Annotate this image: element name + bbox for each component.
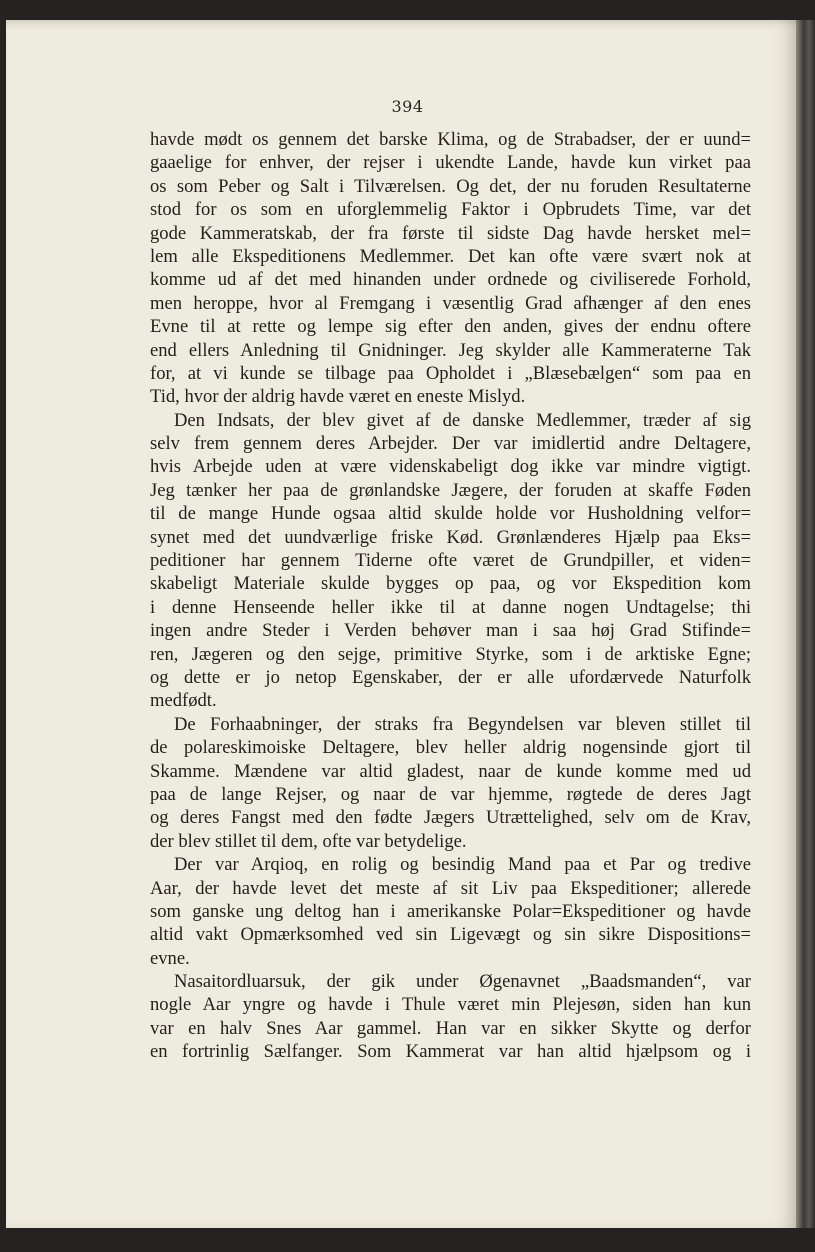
text-line: Jeg tænker her paa de grønlandske Jægere, der foruden at skaffe Føden	[150, 479, 751, 501]
text-line: og deres Fangst med den fødte Jægers Utrættelighed, selv om de Krav,	[150, 807, 751, 829]
text-line: paa de lange Rejser, og naar de var hjemme, røgtede de deres Jagt	[150, 783, 751, 805]
text-line: der blev stillet til dem, ofte var betydelige.	[150, 830, 467, 852]
text-line: Nasaitordluarsuk, der gik under Øgenavnet „Baadsmanden“, var	[174, 971, 751, 993]
text-line: gaaelige for enhver, der rejser i ukendte Lande, havde kun virket paa	[150, 152, 751, 174]
text-line: til de mange Hunde ogsaa altid skulde holde vor Husholdning velfor=	[150, 503, 751, 525]
text-line: synet med det uundværlige friske Kød. Grønlænderes Hjælp paa Eks=	[150, 526, 751, 548]
text-line: som ganske ung deltog han i amerikanske Polar=Ekspeditioner og havde	[150, 900, 751, 922]
text-line: en fortrinlig Sælfanger. Som Kammerat var han altid hjælpsom og i	[150, 1041, 751, 1063]
page-edge-shadow	[796, 20, 815, 1228]
text-line: de polareskimoiske Deltagere, blev heller aldrig nogensinde gjort til	[150, 737, 751, 759]
text-line: Skamme. Mændene var altid gladest, naar de kunde komme med ud	[150, 760, 751, 782]
text-line: Der var Arqioq, en rolig og besindig Mand paa et Par og tredive	[174, 854, 751, 876]
text-line: Den Indsats, der blev givet af de danske Medlemmer, træder af sig	[174, 409, 751, 431]
page-number: 394	[391, 97, 424, 116]
text-line: os som Peber og Salt i Tilværelsen. Og det, der nu foruden Resultaterne	[150, 175, 751, 197]
text-line: altid vakt Opmærksomhed ved sin Ligevægt og sin sikre Dispositions=	[150, 924, 751, 946]
text-line: og dette er jo netop Egenskaber, der er alle ufordærvede Naturfolk	[150, 666, 751, 688]
text-line: men heroppe, hvor al Fremgang i væsentlig Grad afhænger af den enes	[150, 292, 751, 314]
body-text	[150, 128, 751, 1064]
text-line: var en halv Snes Aar gammel. Han var en sikker Skytte og derfor	[150, 1017, 751, 1039]
text-line: De Forhaabninger, der straks fra Begyndelsen var bleven stillet til	[174, 713, 751, 735]
text-line: end ellers Anledning til Gnidninger. Jeg skylder alle Kammeraterne Tak	[150, 339, 751, 361]
text-line: Aar, der havde levet det meste af sit Liv paa Ekspeditioner; allerede	[150, 877, 751, 899]
text-line: selv frem gennem deres Arbejder. Der var imidlertid andre Deltagere,	[150, 433, 751, 455]
text-line: stod for os som en uforglemmelig Faktor i Opbrudets Time, var det	[150, 199, 751, 221]
text-line: i denne Henseende heller ikke til at danne nogen Undtagelse; thi	[150, 596, 751, 618]
text-line: havde mødt os gennem det barske Klima, og de Strabadser, der er uund=	[150, 129, 751, 150]
text-line: lem alle Ekspeditionens Medlemmer. Det kan ofte være svært nok at	[150, 245, 751, 267]
text-line: Tid, hvor der aldrig havde været en eneste Mislyd.	[150, 386, 526, 408]
text-line: peditioner har gennem Tiderne ofte været de Grundpiller, et viden=	[150, 550, 751, 572]
text-line: nogle Aar yngre og havde i Thule været min Plejesøn, siden han kun	[150, 994, 751, 1016]
text-line: hvis Arbejde uden at være videnskabeligt dog ikke var mindre vigtigt.	[150, 456, 751, 478]
text-line: gode Kammeratskab, der fra første til sidste Dag havde hersket mel=	[150, 222, 751, 244]
text-line: komme ud af det med hinanden under ordnede og civiliserede Forhold,	[150, 269, 751, 291]
text-line: Evne til at rette og lempe sig efter den anden, gives der endnu oftere	[150, 316, 751, 338]
text-line: ren, Jægeren og den sejge, primitive Styrke, som i de arktiske Egne;	[150, 643, 751, 665]
text-line: evne.	[150, 947, 190, 969]
text-line: for, at vi kunde se tilbage paa Opholdet i „Blæsebælgen“ som paa en	[150, 362, 751, 384]
text-line: medfødt.	[150, 690, 217, 712]
text-line: skabeligt Materiale skulde bygges op paa, og vor Ekspedition kom	[150, 573, 751, 595]
text-line: ingen andre Steder i Verden behøver man i saa høj Grad Stifinde=	[150, 620, 751, 642]
